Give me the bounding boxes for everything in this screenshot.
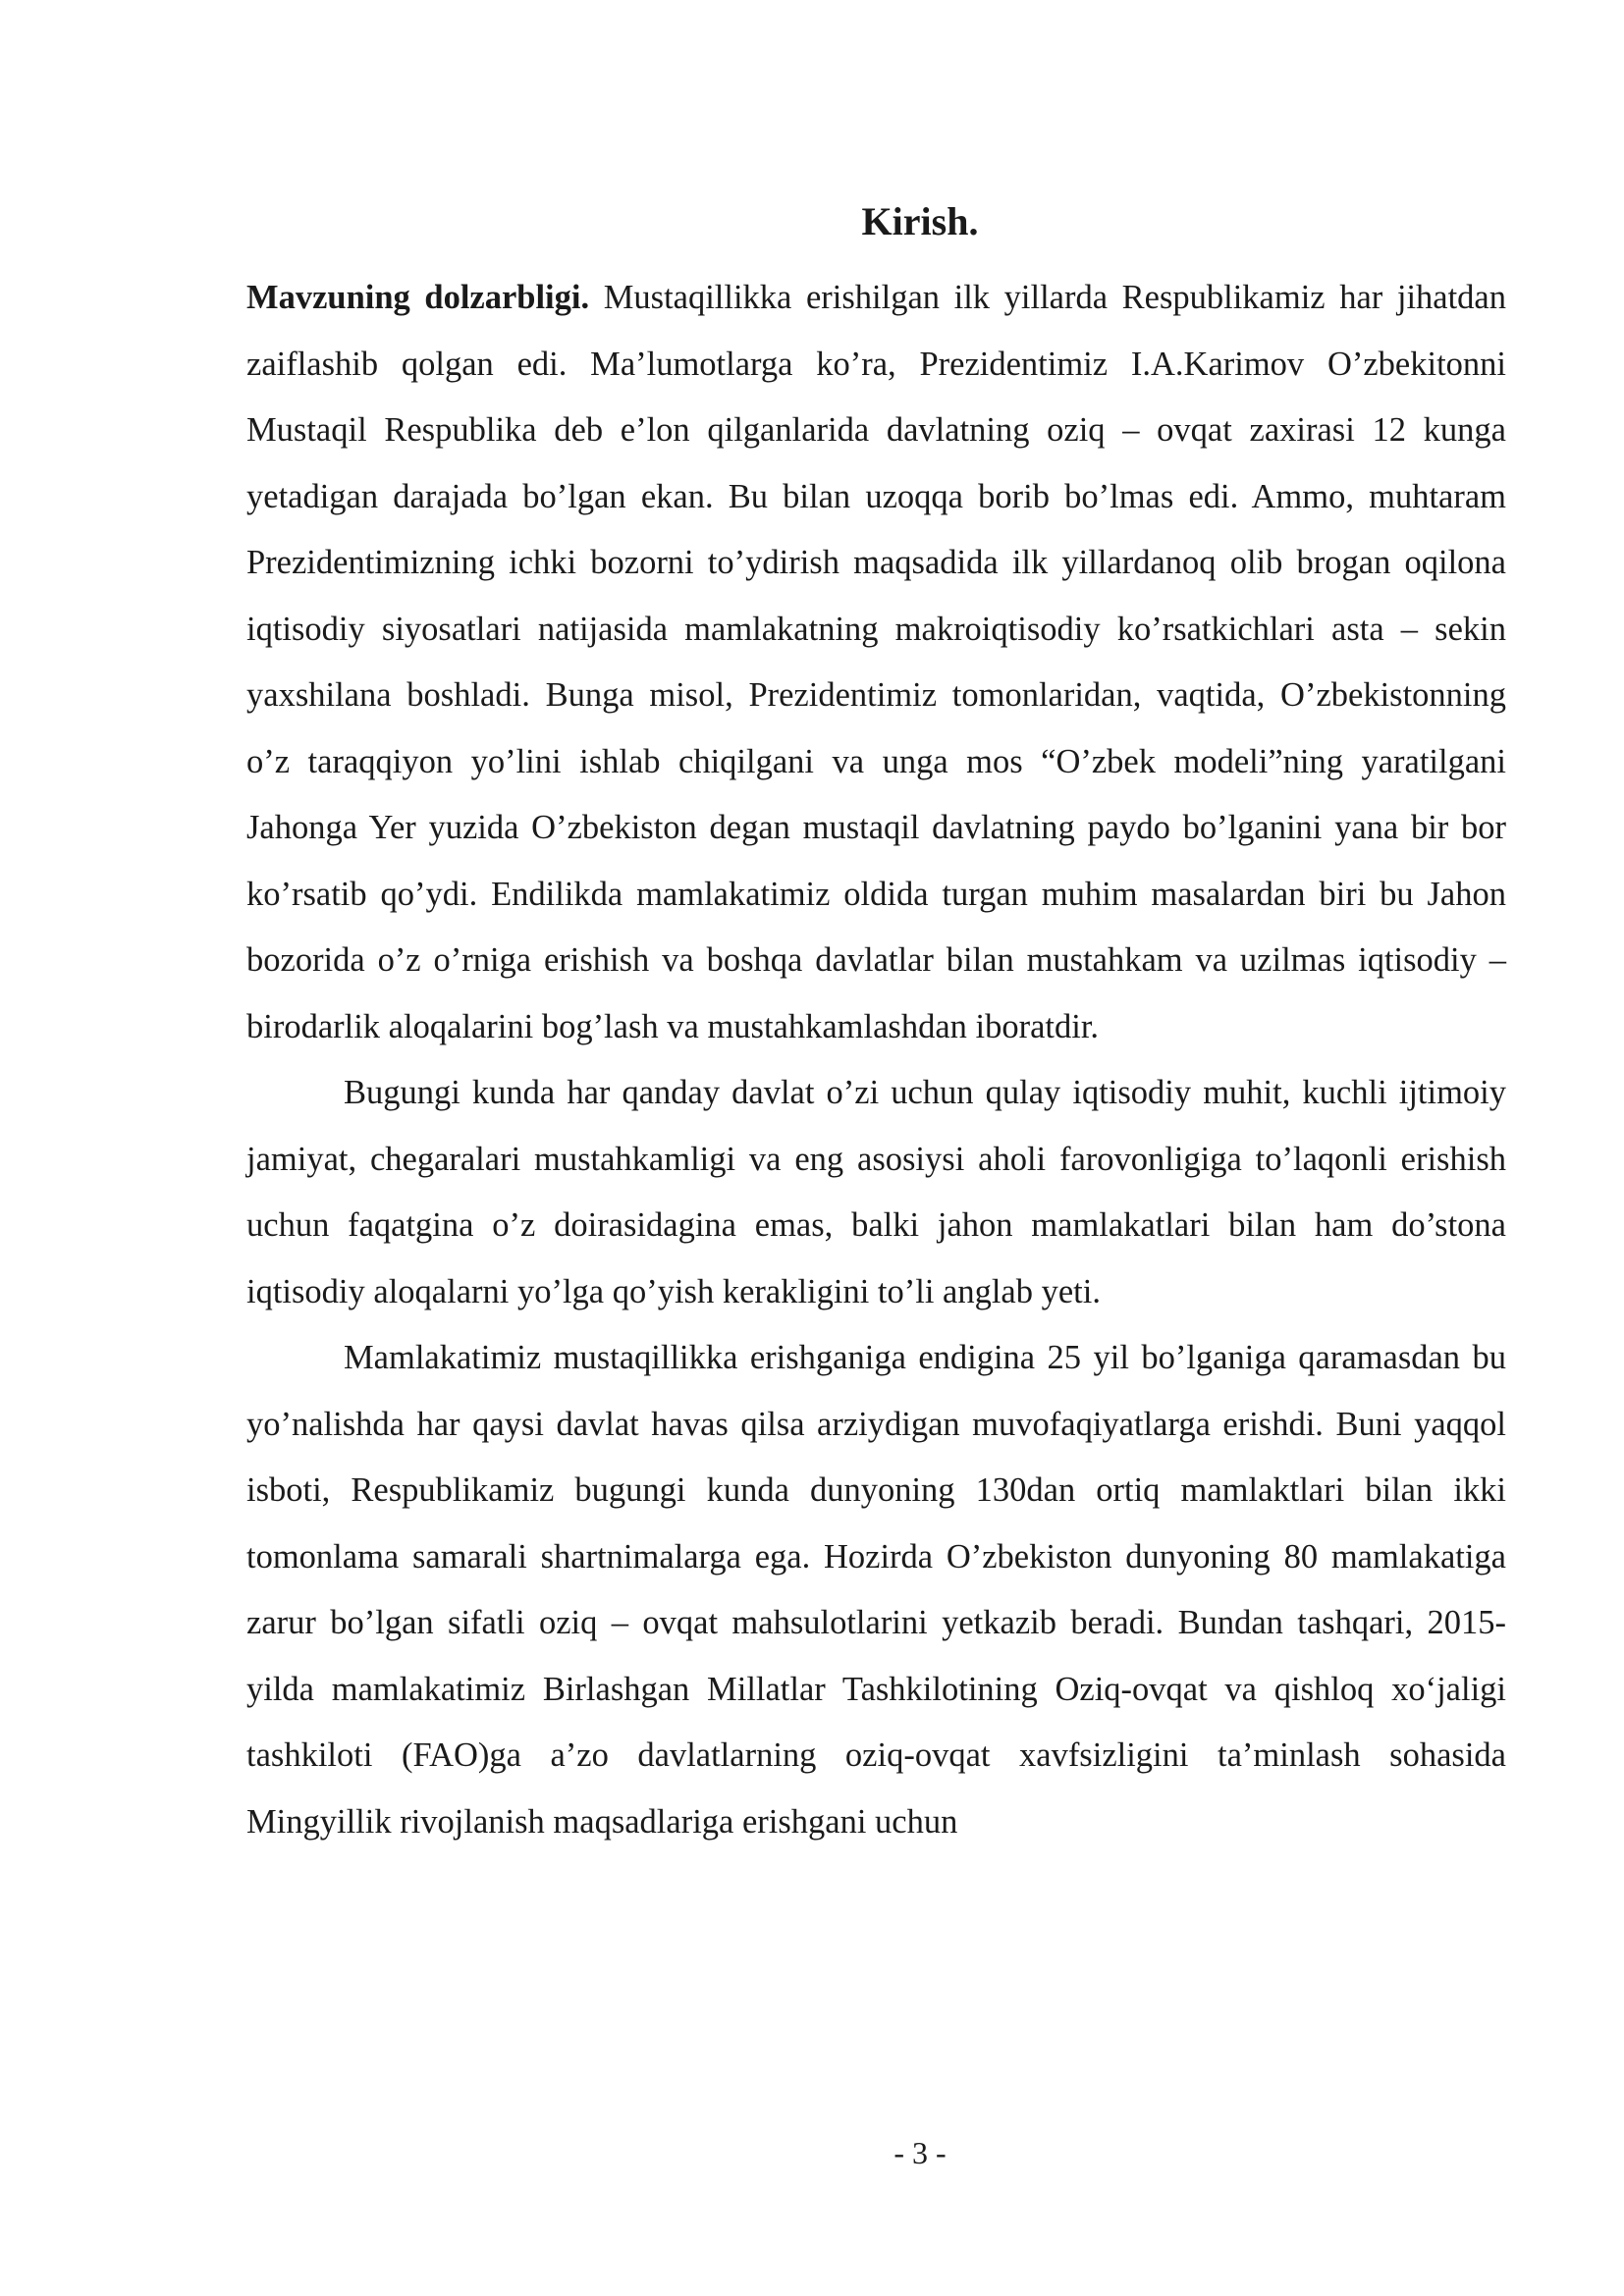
body-text xyxy=(246,265,1506,1855)
paragraph-1 xyxy=(246,265,1506,1060)
paragraph-1-text: Mustaqillikka erishilgan ilk yillarda Respublikamiz har jihatdan zaiflashib qolgan edi. Ma’lumotlarga ko’ra, Prezidentimiz I.A.Karimov O’zbekitonni Mustaqil Respublika deb e’lon qilganlarida davlatning oziq – ovqat zaxirasi 12 kunga yetadigan darajada bo’lgan ekan. Bu bilan uzoqqa borib bo’lmas edi. Ammo, muhtaram Prezidentimizning ichki bozorni to’ydirish maqsadida ilk yillardanoq olib brogan oqilona iqtisodiy siyosatlari natijasida mamlakatning makroiqtisodiy ko’rsatkichlari asta – sekin yaxshilana boshladi. Bunga misol, Prezidentimiz tomonlaridan, vaqtida, O’zbekistonning o’z taraqqiyon yo’lini ishlab chiqilgani va unga mos “O’zbek modeli”ning yaratilgani Jahonga Yer yuzida O’zbekiston degan mustaqil davlatning paydo bo’lganini yana bir bor ko’rsatib qo’ydi. Endilikda mamlakatimiz oldida turgan muhim masalardan biri bu Jahon bozorida o’z o’rniga erishish va boshqa davlatlar bilan mustahkam va uzilmas iqtisodiy – birodarlik aloqalarini bog’lash va mustahkamlashdan iboratdir. xyxy=(246,279,1506,1045)
paragraph-lead: Mavzuning dolzarbligi. xyxy=(246,279,590,316)
section-heading: Kirish. xyxy=(861,199,979,243)
page-number: - 3 - xyxy=(893,2135,947,2170)
paragraph-2: Bugungi kunda har qanday davlat o’zi uchun qulay iqtisodiy muhit, kuchli ijtimoiy jamiyat, chegaralari mustahkamligi va eng asosiysi aholi farovonligiga to’laqonli erishish uchun faqatgina o’z doirasidagina emas, balki jahon mamlakatlari bilan ham do’stona iqtisodiy aloqalarni yo’lga qo’yish kerakligini to’li anglab yeti. xyxy=(246,1074,1506,1310)
paragraph-3: Mamlakatimiz mustaqillikka erishganiga endigina 25 yil bo’lganiga qaramasdan bu yo’nalishda har qaysi davlat havas qilsa arziydigan muvofaqiyatlarga erishdi. Buni yaqqol isboti, Respublikamiz bugungi kunda dunyoning 130dan ortiq mamlaktlari bilan ikki tomonlama samarali shartnimalarga ega. Hozirda O’zbekiston dunyoning 80 mamlakatiga zarur bo’lgan sifatli oziq – ovqat mahsulotlarini yetkazib beradi. Bundan tashqari, 2015-yilda mamlakatimiz Birlashgan Millatlar Tashkilotining Oziq-ovqat va qishloq xo‘jaligi tashkiloti (FAO)ga a’zo davlatlarning oziq-ovqat xavfsizligini ta’minlash sohasida Mingyillik rivojlanish maqsadlariga erishgani uchun xyxy=(246,1339,1506,1841)
